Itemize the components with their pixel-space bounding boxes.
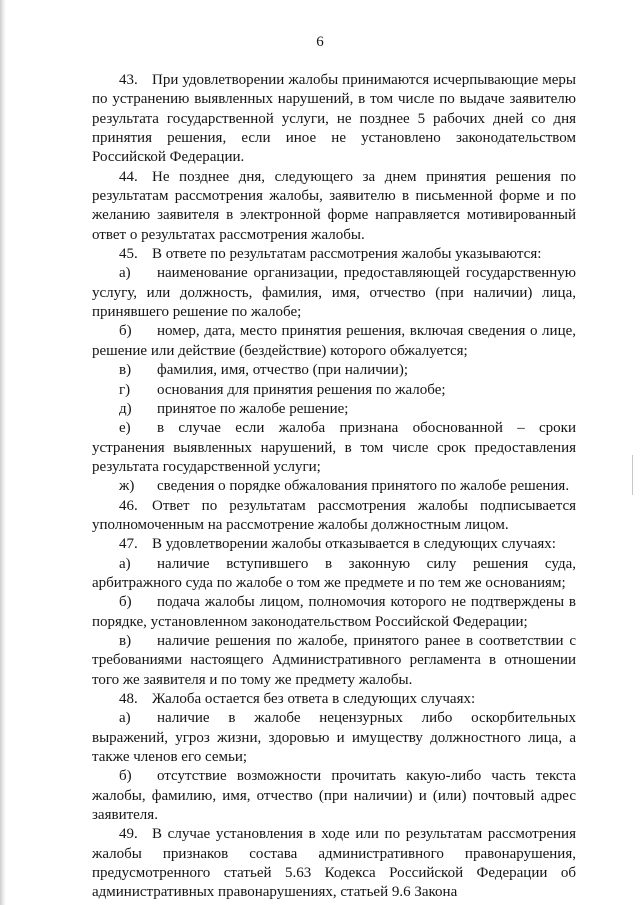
paragraph-47 (92, 535, 576, 554)
paragraph-text: В ответе по результатам рассмотрения жалобы указываются: (152, 246, 542, 263)
subitem-marker: в) (119, 362, 132, 379)
subitem-45-a (92, 264, 576, 322)
subitem-marker: б) (119, 768, 132, 785)
paragraph-marker: 44. (119, 168, 138, 185)
subitem-text: в случае если жалоба признана обоснованной – сроки устранения выявленных нарушений, в том числе срок предоставления результата государственной услуги; (92, 420, 576, 475)
subitem-45-g (92, 381, 576, 400)
subitem-text: фамилия, имя, отчество (при наличии); (157, 362, 408, 379)
subitem-marker: ж) (119, 478, 135, 495)
subitem-text: наличие решения по жалобе, принятого ранее в соответствии с требованиями настоящего Административного регламента в отношении того же заявителя и по тому же предмету жалобы. (92, 632, 576, 688)
subitem-47-b (92, 593, 576, 632)
paragraph-text: Жалоба остается без ответа в следующих случаях: (152, 691, 476, 707)
paragraph-43 (92, 71, 576, 168)
paragraph-46 (92, 497, 576, 536)
paragraph-48 (92, 690, 576, 709)
paragraph-44 (92, 168, 576, 245)
subitem-text: наличие в жалобе нецензурных либо оскорбительных выражений, угроз жизни, здоровью и имуществу должностного лица, а также членов его семьи; (92, 710, 576, 766)
subitem-text: основания для принятия решения по жалобе; (157, 381, 446, 398)
subitem-45-zh (92, 477, 576, 496)
paragraph-text: Ответ по результатам рассмотрения жалобы подписывается уполномоченным на рассмотрение жалобы должностным лицом. (92, 497, 576, 533)
paragraph-marker: 46. (119, 497, 138, 514)
subitem-text: принятое по жалобе решение; (157, 400, 349, 417)
paragraph-marker: 47. (119, 536, 138, 553)
paragraph-45 (92, 245, 576, 264)
subitem-marker: а) (119, 265, 131, 282)
scan-artifact-mark (632, 455, 633, 495)
subitem-marker: б) (119, 594, 132, 611)
paragraph-marker: 48. (119, 691, 138, 707)
subitem-marker: а) (119, 710, 131, 727)
subitem-45-v (92, 361, 576, 380)
subitem-marker: д) (119, 400, 132, 417)
subitem-text: сведения о порядке обжалования принятого по жалобе решения. (157, 478, 570, 495)
scan-edge-shadow (0, 0, 6, 905)
subitem-marker: а) (119, 555, 131, 572)
subitem-marker: г) (119, 381, 131, 398)
subitem-48-a (92, 709, 576, 767)
paragraph-text: Не позднее дня, следующего за днем принятия решения по результатам рассмотрения жалобы, заявителю в письменной форме и по желанию заявителя в электронной форме направляется мотивированный ответ о результатах рассмотрения жалобы. (92, 168, 576, 243)
subitem-48-b (92, 767, 576, 825)
subitem-47-v (92, 632, 576, 690)
document-body (92, 71, 576, 903)
subitem-text: номер, дата, место принятия решения, включая сведения о лице, решение или действие (бездействие) которого обжалуется; (92, 323, 576, 359)
paragraph-49 (92, 825, 576, 902)
paragraph-marker: 45. (119, 246, 138, 263)
subitem-text: подача жалобы лицом, полномочия которого не подтверждены в порядке, установленном законодательством Российской Федерации; (92, 594, 576, 630)
subitem-47-a (92, 555, 576, 594)
subitem-45-b (92, 322, 576, 361)
paragraph-marker: 49. (119, 826, 138, 843)
page-number: 6 (316, 34, 324, 50)
paragraph-text: При удовлетворении жалобы принимаются исчерпывающие меры по устранению выявленных нарушений, в том числе по выдаче заявителю результата государственной услуги, не позднее 5 рабочих дней со дня принятия решения, если иное не установлено законодательством Российской Федерации. (92, 72, 576, 166)
paragraph-marker: 43. (119, 72, 138, 88)
subitem-marker: в) (119, 632, 132, 649)
subitem-45-e (92, 419, 576, 477)
paragraph-text: В случае установления в ходе или по результатам рассмотрения жалобы признаков состава административного правонарушения, предусмотренного статьей 5.63 Кодекса Российской Федерации об административных правонарушениях, статьей 9.6 Закона (92, 826, 576, 901)
subitem-text: наименование организации, предоставляющей государственную услугу, или должность, фамилия, имя, отчество (при наличии) лица, принявшего решение по жалобе; (92, 265, 576, 321)
paragraph-text: В удовлетворении жалобы отказывается в следующих случаях: (152, 536, 556, 553)
subitem-text: отсутствие возможности прочитать какую-либо часть текста жалобы, фамилию, имя, отчество (при наличии) и (или) почтовый адрес заявителя. (92, 768, 576, 824)
subitem-45-d (92, 400, 576, 419)
subitem-marker: е) (119, 420, 131, 437)
subitem-marker: б) (119, 323, 132, 340)
subitem-text: наличие вступившего в законную силу решения суда, арбитражного суда по жалобе о том же предмете и по тем же основаниям; (92, 555, 576, 591)
